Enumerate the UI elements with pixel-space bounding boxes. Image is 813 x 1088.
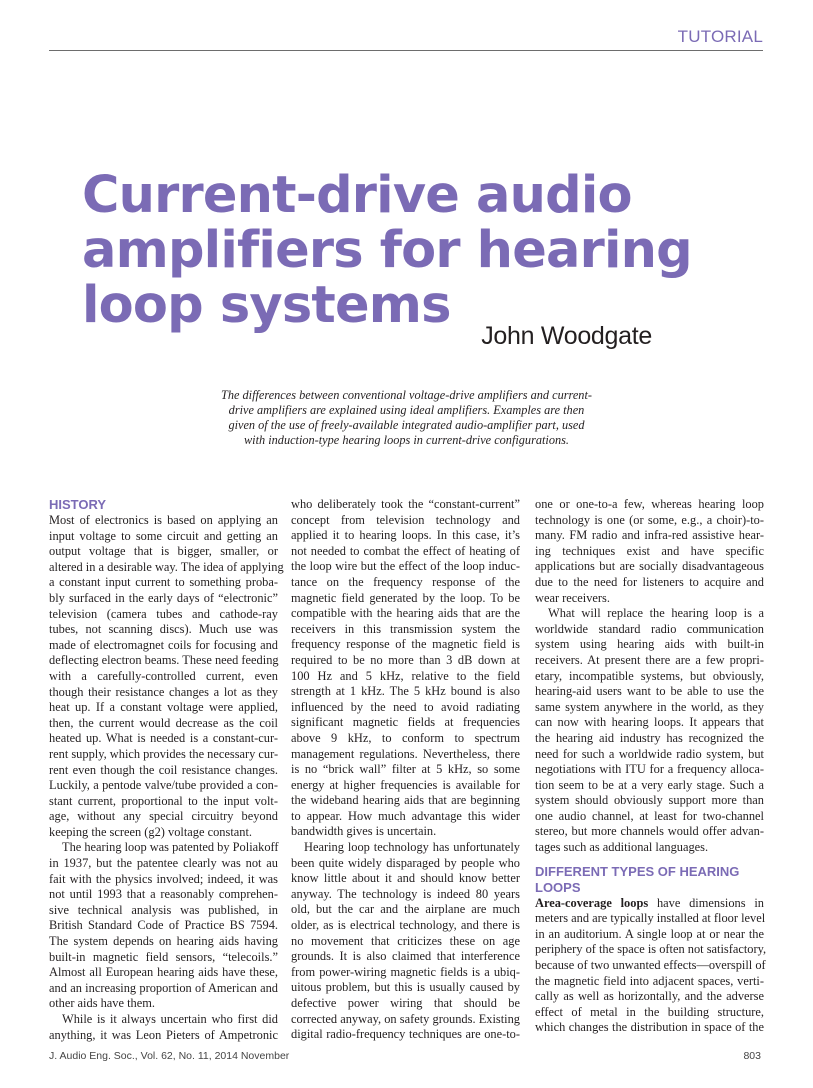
- paragraph-line: meters and are typically installed at floor level: [535, 911, 766, 926]
- paragraph-line: British Standard Code of Practice BS 7594.: [49, 918, 278, 933]
- paragraph-line: etary, incompatible systems, but obviously,: [535, 668, 764, 683]
- paragraph-line: energy at higher frequencies is available for: [291, 777, 520, 792]
- paragraph-line: not until 1993 that a reasonably comprehen-: [49, 887, 278, 902]
- paragraph-line: Most of electronics is based on applying an: [49, 513, 278, 527]
- paragraph-line: age, without any special circuitry beyond: [49, 809, 278, 824]
- article-title: [82, 168, 772, 333]
- paragraph: [535, 606, 764, 856]
- paragraph-line: magnetic field generated by the loop. To be: [291, 590, 520, 605]
- paragraph-line: other aids have them.: [49, 996, 155, 1011]
- paragraph-line: old, but the car and the airplane are much: [291, 902, 520, 917]
- paragraph-line: bandwidth gives is uncertain.: [291, 824, 437, 839]
- title-line: amplifiers for hearing: [82, 221, 692, 280]
- paragraph-line: technology is one (or some, e.g., a choir)-to-: [535, 512, 764, 527]
- section-label: TUTORIAL: [677, 27, 763, 46]
- paragraph-line: then, the current would decrease as the coil: [49, 715, 278, 730]
- title-line: Current-drive audio: [82, 166, 632, 225]
- paragraph-line: the wideband hearing aids that are beginning: [291, 793, 520, 808]
- header-rule: [49, 50, 763, 51]
- paragraph-line: heat up. If a constant voltage were applied,: [49, 700, 278, 715]
- paragraph-line: management regulations. Nevertheless, there: [291, 746, 520, 761]
- paragraph-line: older, as is electrical technology, and there is: [291, 918, 520, 933]
- paragraph-line: uitous problem, but this is usually caused by: [291, 980, 520, 995]
- paragraph-line: stereo, but more channels would offer advan-: [535, 824, 764, 839]
- paragraph-line: tages such as additional languages.: [535, 840, 709, 855]
- paragraph-line: tion seem to be at a very early stage. Such a: [535, 777, 764, 792]
- paragraph-line: periphery of the space is often not satisfactory,: [535, 942, 767, 957]
- paragraph-line: significant magnetic fields at frequencies: [291, 715, 520, 730]
- paragraph-line: corrected anyway, on safety grounds. Existing: [291, 1011, 520, 1026]
- paragraph-line: sive technical analysis was published, in: [49, 902, 278, 917]
- paragraph-line: in an auditorium. A single loop at or near the: [535, 926, 764, 941]
- paragraph-line: anything, it was Leon Pieters of Ampetronic: [49, 1027, 278, 1042]
- abstract-line: given of the use of freely-available integrated audio-amplifier part, used: [228, 418, 585, 432]
- paragraph-line: ing techniques exist and have specific: [535, 543, 764, 558]
- paragraph-line: defective power wiring that should be: [291, 996, 520, 1010]
- paragraph-line: frequency response of the magnetic field is: [291, 637, 520, 652]
- paragraph-line: to appear. How much advantage this wider: [291, 808, 520, 823]
- paragraph-line: because of two unwanted effects—overspill of: [535, 958, 766, 973]
- paragraph-line: system using hearing aids with built-in: [535, 637, 764, 652]
- run-in-rest: have dimensions in: [648, 895, 764, 910]
- paragraph-line: wear receivers.: [535, 590, 610, 605]
- paragraph-line: digital radio-frequency techniques are one-to-: [291, 1027, 520, 1042]
- paragraph-line: is no “brick wall” filter at 5 kHz, so some: [291, 762, 520, 777]
- run-in-term: Area-coverage loops: [535, 895, 649, 910]
- paragraph-line: rent supply, which provides the necessary cur-: [49, 746, 279, 761]
- paragraph-line: What will replace the hearing loop is a: [548, 606, 764, 621]
- paragraph-line: worldwide standard radio communication: [535, 621, 764, 636]
- paragraph-line: can now with hearing loops. It appears that: [535, 715, 764, 730]
- paragraph-line: While is it always uncertain who first did: [62, 1012, 278, 1026]
- paragraph-line: not needed to combat the effect of heating of: [291, 543, 520, 558]
- paragraph-line: a constant input current to something proba-: [49, 575, 278, 590]
- text-column-2: [291, 497, 520, 1043]
- paragraph-line: the loop wire but the effect of the loop induc-: [291, 559, 520, 574]
- paragraph: [291, 840, 520, 1043]
- paragraph-line: Luckily, a pentode valve/tube provided a con-: [49, 778, 278, 793]
- text-column-1: [49, 497, 284, 1043]
- paragraph-line: need for such a worldwide radio system, but: [535, 746, 764, 761]
- paragraph-line: bly surfaced in the early days of “electronic”: [49, 590, 278, 605]
- paragraph-line: [535, 896, 764, 912]
- paragraph-line: built-in magnetic field sensors, “telecoils.”: [49, 949, 278, 964]
- paragraph-line: keeping the screen (g2) voltage constant.: [49, 824, 252, 839]
- paragraph-line: above 9 kHz, to conform to spectrum: [291, 730, 520, 745]
- author-name: John Woodgate: [481, 322, 652, 350]
- paragraph-line: anyway. The technology is indeed 80 years: [291, 886, 520, 901]
- text-column-3: [535, 497, 767, 1036]
- section-heading-loop-types: DIFFERENT TYPES OF HEARING LOOPS: [535, 863, 740, 895]
- paragraph-line: output voltage that is bigger, smaller, or: [49, 544, 278, 559]
- paragraph-line: receivers in this transmission system the: [291, 621, 520, 636]
- paragraph-line: compatible with the hearing aids that are the: [291, 606, 520, 621]
- paragraph-line: The system depends on hearing aids having: [49, 934, 278, 949]
- paragraph: [49, 513, 284, 840]
- paragraph: [49, 840, 278, 1012]
- paragraph-line: altered in a desirable way. The idea of applying: [49, 559, 284, 574]
- abstract-line: The differences between conventional voltage-drive amplifiers and current-: [221, 388, 592, 402]
- paragraph-line: applications but are socially disadvantageous: [535, 559, 764, 574]
- paragraph-line: applied it to hearing loops. In this case, it’s: [291, 528, 520, 543]
- paragraph-line: who deliberately took the “constant-current”: [291, 497, 520, 511]
- abstract-line: drive amplifiers are explained using ideal amplifiers. Examples are then: [228, 403, 585, 417]
- paragraph-line: input voltage to some circuit and getting an: [49, 528, 278, 543]
- abstract-line: with induction-type hearing loops in current-drive configurations.: [243, 433, 570, 447]
- paragraph-line: tubes, not scanning discs). Much use was: [49, 622, 278, 637]
- paragraph-line: Almost all European hearing aids have these,: [49, 965, 278, 980]
- paragraph-line: heated up. What is needed is a constant-cur-: [49, 731, 278, 746]
- paragraph-line: negotiations with ITU for a frequency alloca-: [535, 762, 764, 777]
- paragraph: [49, 1012, 278, 1043]
- paragraph-line: concept from television technology and: [291, 512, 520, 527]
- paragraph-line: which changes the distribution in space of the: [535, 1020, 764, 1035]
- paragraph-line: deflecting electron beams. These need feeding: [49, 653, 279, 668]
- paragraph-body: [535, 911, 767, 1036]
- paragraph-line: grounds. It is also claimed that interference: [291, 949, 520, 964]
- paragraph-line: tance on the frequency response of the: [291, 574, 520, 589]
- paragraph-line: from power-wiring magnetic fields is a ubiq-: [291, 964, 520, 979]
- paragraph-line: system should obviously support more than: [535, 793, 764, 808]
- paragraph-line: and an increasing proportion of American and: [49, 980, 278, 995]
- paragraph-line: rent even though the coil resistance changes.: [49, 762, 278, 777]
- paragraph: [535, 497, 764, 606]
- paragraph-line: the magnetic field into adjacent spaces, verti-: [535, 973, 764, 988]
- paragraph-line: effect of metal in the building structure,: [535, 1004, 764, 1019]
- paragraph-line: with a carefully-controlled current, even: [49, 668, 278, 683]
- paragraph-line: one audio channel, at least for two-channel: [535, 808, 764, 823]
- paragraph-line: been quite widely disparaged by people who: [291, 855, 520, 870]
- paragraph-line: influenced by the need to avoid radiating: [291, 699, 520, 714]
- page-number: 803: [743, 1050, 761, 1062]
- paragraph-line: made of electromagnet coils for focusing and: [49, 637, 278, 652]
- paragraph-line: in 1937, but the patentee clearly was not au: [49, 856, 278, 871]
- section-gap: [535, 856, 764, 864]
- paragraph-line: many. FM radio and infra-red assistive hear-: [535, 528, 764, 543]
- paragraph-line: Hearing loop technology has unfortunately: [304, 840, 520, 855]
- paragraph-line: due to the need for listeners to acquire and: [535, 574, 764, 589]
- paragraph-line: receivers. At present there are a few propri-: [535, 652, 764, 667]
- paragraph-line: television (camera tubes and cathode-ray: [49, 606, 278, 621]
- paragraph-line: cally as well as horizontally, and the adverse: [535, 989, 764, 1004]
- paragraph-line: fait with the physics involved; indeed, it was: [49, 871, 278, 886]
- paragraph-line: know little about it and should know better: [291, 871, 520, 886]
- journal-citation: J. Audio Eng. Soc., Vol. 62, No. 11, 2014 November: [49, 1050, 290, 1062]
- paragraph: [291, 497, 520, 840]
- paragraph-line: 100 Hz and 5 kHz, relative to the field: [291, 668, 520, 683]
- paragraph-line: stant current, proportional to the input volt-: [49, 793, 278, 808]
- section-heading-history: HISTORY: [49, 497, 107, 512]
- paragraph-line: the hearing aid industry has recognized the: [535, 730, 764, 745]
- paragraph-line: hearing-aid users want to be able to use the: [535, 684, 764, 699]
- paragraph-line: no movement that criticizes these on age: [291, 933, 520, 948]
- abstract: [205, 388, 608, 448]
- title-line: loop systems: [82, 276, 451, 335]
- paragraph-line: one or one-to-a few, whereas hearing loop: [535, 497, 764, 511]
- paragraph-line: strength at 1 kHz. The 5 kHz bound is also: [291, 684, 520, 699]
- paragraph: [535, 895, 767, 1036]
- paragraph-line: though their resistance changes a lot as they: [49, 684, 278, 699]
- paragraph-line: required to be no more than 3 dB down at: [291, 652, 520, 667]
- paragraph-line: The hearing loop was patented by Poliakoff: [62, 840, 279, 855]
- paragraph-line: same system anywhere in the world, as they: [535, 699, 764, 714]
